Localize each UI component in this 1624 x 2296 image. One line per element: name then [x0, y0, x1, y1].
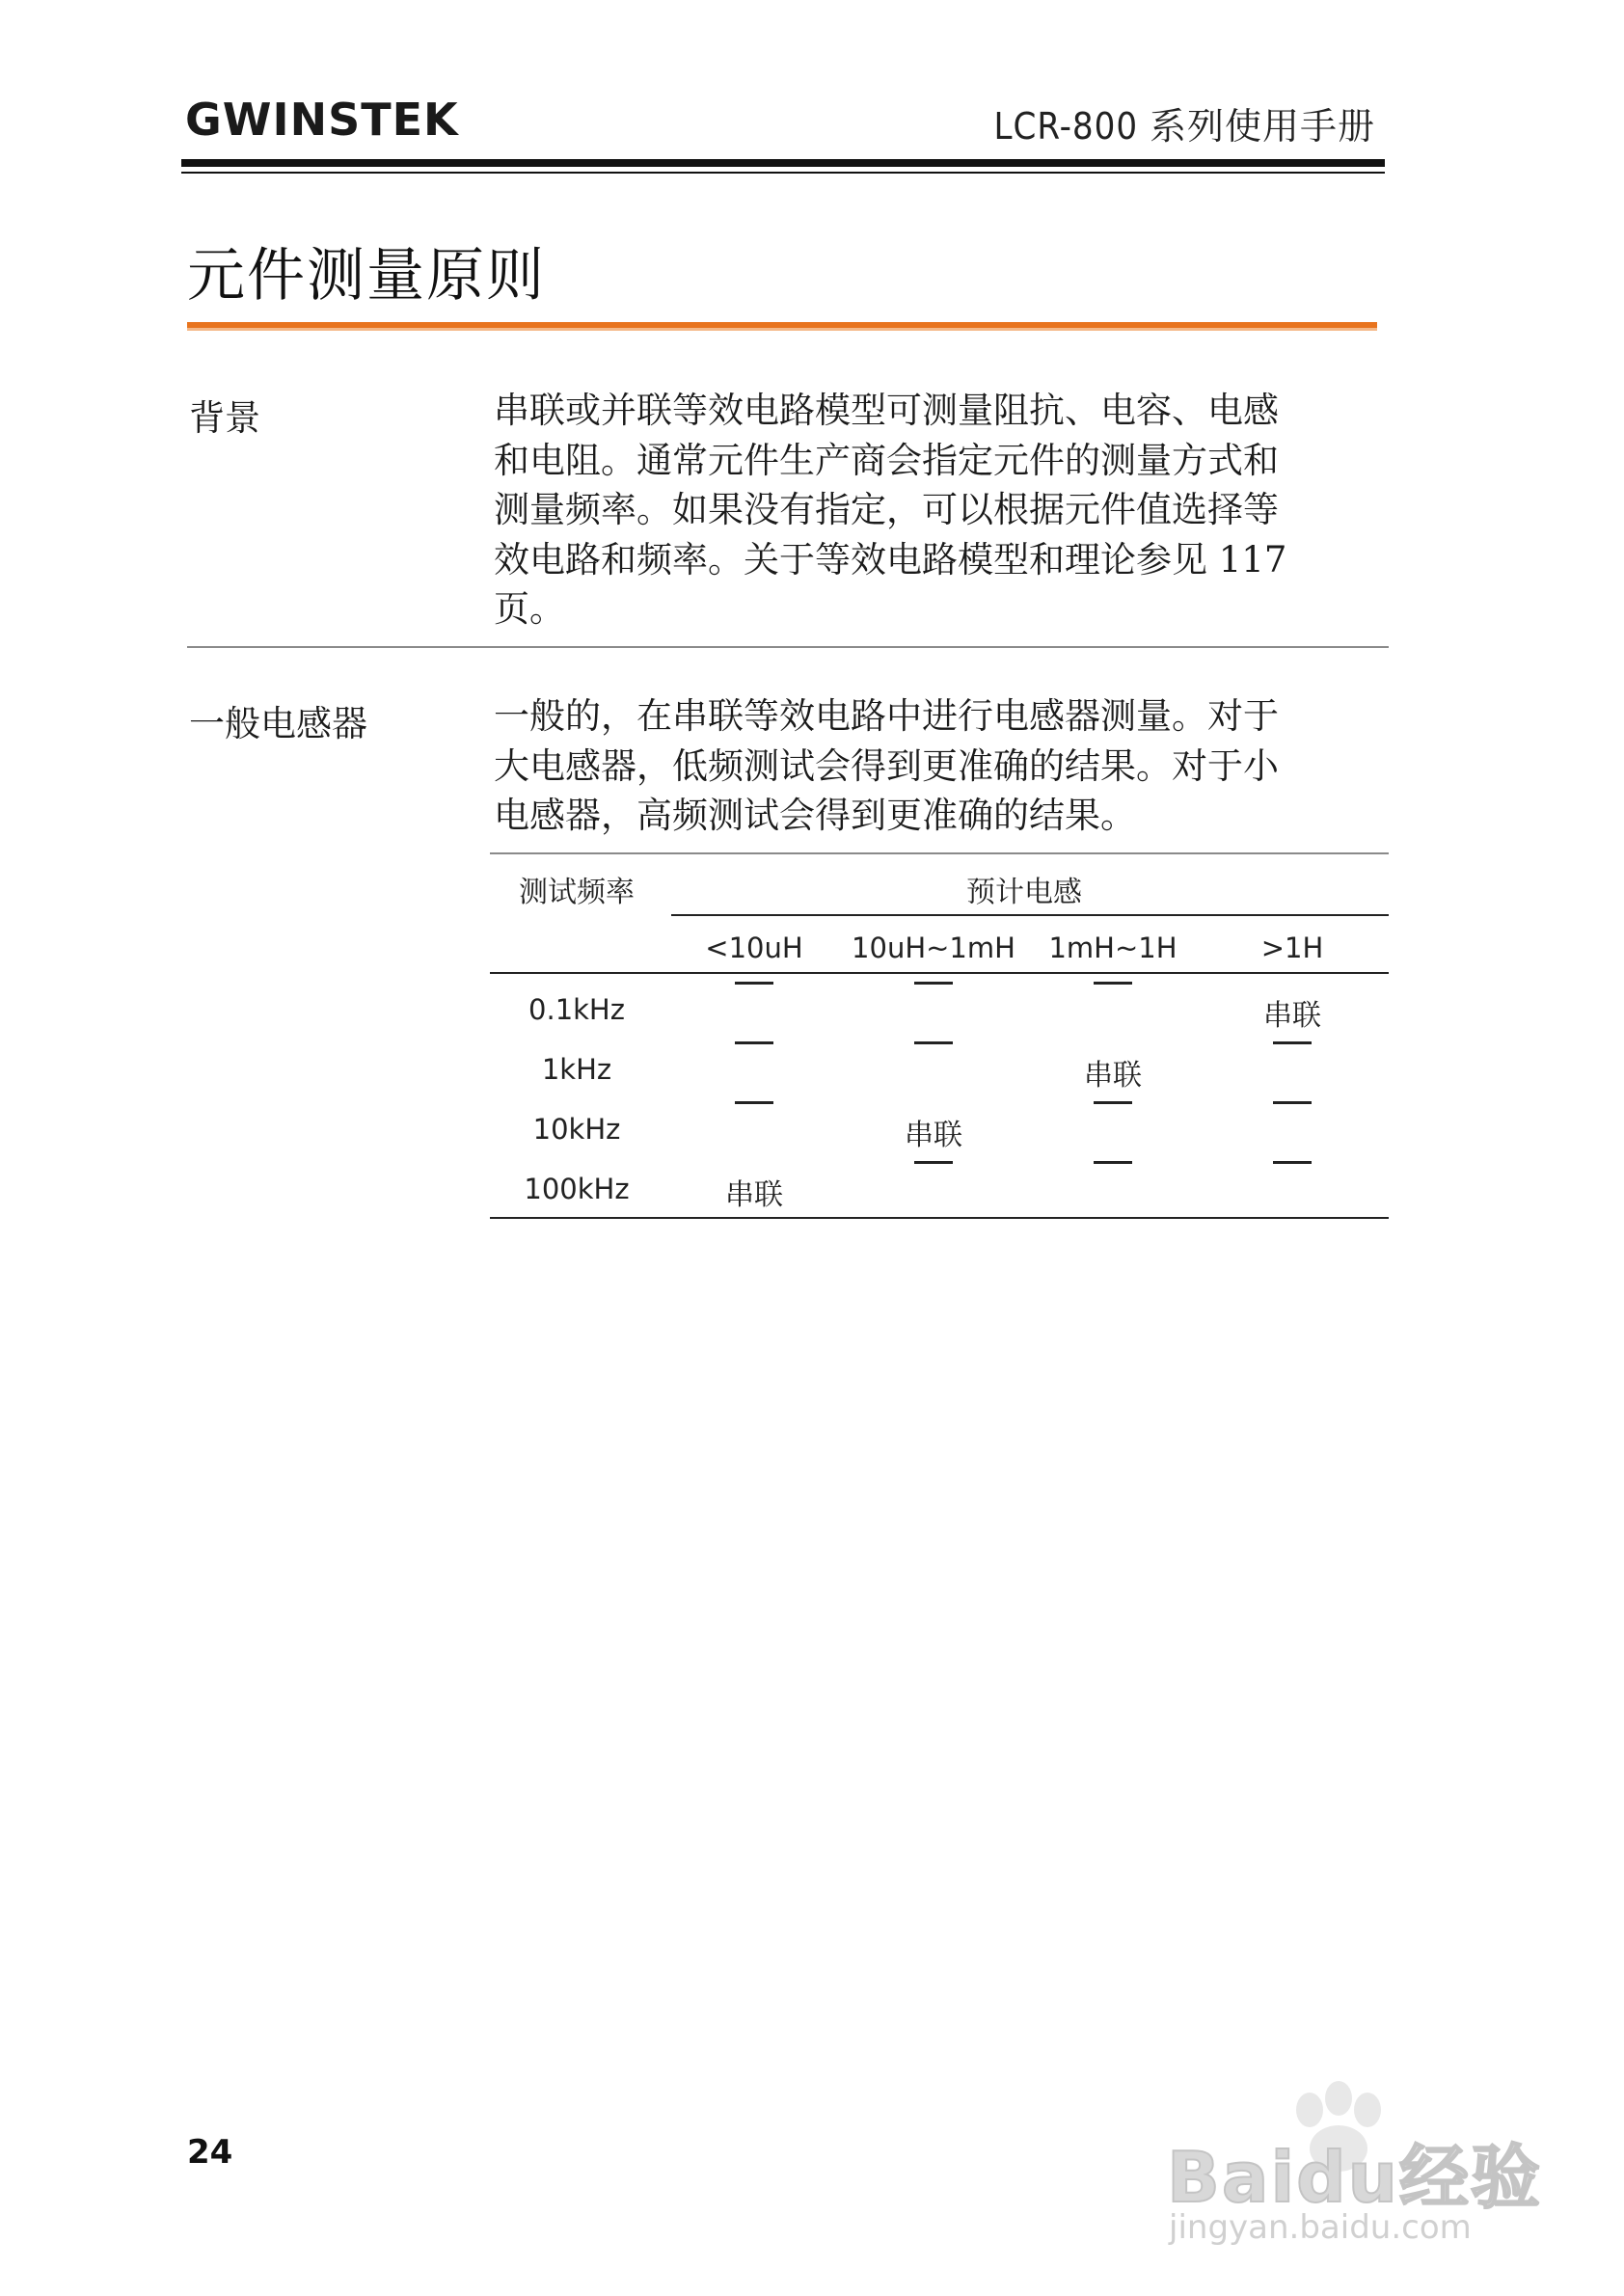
table-cell-not-applicable: [735, 1101, 773, 1104]
watermark-brand: Baidu经验: [1167, 2137, 1542, 2218]
table-row-frequency: 1kHz: [541, 1053, 612, 1086]
body-line: 大电感器，低频测试会得到更准确的结果。对于小: [494, 744, 1279, 787]
table-header-frequency: 测试频率: [519, 876, 635, 909]
table-cell-series: 串联: [905, 1119, 962, 1152]
table-header-inductance: 预计电感: [966, 876, 1082, 909]
brand-logo: [185, 95, 474, 143]
table-subheader-rule: [671, 914, 1389, 916]
table-column-header: <10uH: [705, 932, 803, 964]
body-line: 测量频率。如果没有指定，可以根据元件值选择等: [494, 489, 1279, 530]
table-cell-not-applicable: [914, 1041, 953, 1044]
table-cell-series: 串联: [725, 1178, 783, 1212]
body-line: 一般的，在串联等效电路中进行电感器测量。对于: [494, 695, 1279, 737]
inductance-table: [490, 852, 1389, 1219]
table-top-rule: [490, 852, 1389, 854]
row-body-general-inductor: [494, 691, 1362, 841]
header-rule: [181, 159, 1385, 167]
table-cell-series: 串联: [1263, 999, 1321, 1033]
table-cell-not-applicable: [1094, 1101, 1132, 1104]
manual-title: LCR-800 系列使用手册: [993, 105, 1375, 148]
page-number: 24: [187, 2133, 233, 2172]
table-column-header: >1H: [1260, 932, 1324, 964]
table-column-header: 1mH~1H: [1048, 932, 1177, 964]
body-line: 效电路和频率。关于等效电路模型和理论参见 117: [494, 538, 1287, 581]
brand-logo-text: GWINSTEK: [185, 95, 459, 143]
section-title-rule-shade: [187, 328, 1377, 331]
table-cell-not-applicable: [1094, 982, 1132, 985]
header-rule-thin: [181, 172, 1385, 174]
body-line: 和电阻。通常元件生产商会指定元件的测量方式和: [494, 439, 1279, 481]
table-cell-not-applicable: [1273, 1101, 1312, 1104]
section-title: 元件测量原则: [187, 242, 546, 310]
table-cell-not-applicable: [1273, 1041, 1312, 1044]
row-body-background: [494, 386, 1362, 635]
row-label-general-inductor: 一般电感器: [189, 703, 367, 744]
table-row-frequency: 10kHz: [532, 1113, 621, 1146]
row-label-background: 背景: [189, 397, 260, 439]
table-row-frequency: 100kHz: [524, 1173, 630, 1205]
table-cell-not-applicable: [1273, 1161, 1312, 1164]
table-cell-not-applicable: [914, 1161, 953, 1164]
table-cell-series: 串联: [1084, 1059, 1142, 1093]
body-line: 电感器，高频测试会得到更准确的结果。: [494, 795, 1136, 836]
table-cell-not-applicable: [1094, 1161, 1132, 1164]
table-cell-not-applicable: [914, 982, 953, 985]
table-column-header: 10uH~1mH: [852, 932, 1015, 964]
body-line: 页。: [494, 588, 565, 630]
table-cell-not-applicable: [735, 1041, 773, 1044]
table-bottom-rule: [490, 1217, 1389, 1219]
body-line: 串联或并联等效电路模型可测量阻抗、电容、电感: [494, 390, 1279, 431]
table-row-frequency: 0.1kHz: [528, 993, 625, 1026]
table-header-rule: [490, 972, 1389, 974]
row-divider: [187, 646, 1389, 648]
watermark-url: jingyan.baidu.com: [1169, 2208, 1472, 2247]
table-cell-not-applicable: [735, 982, 773, 985]
